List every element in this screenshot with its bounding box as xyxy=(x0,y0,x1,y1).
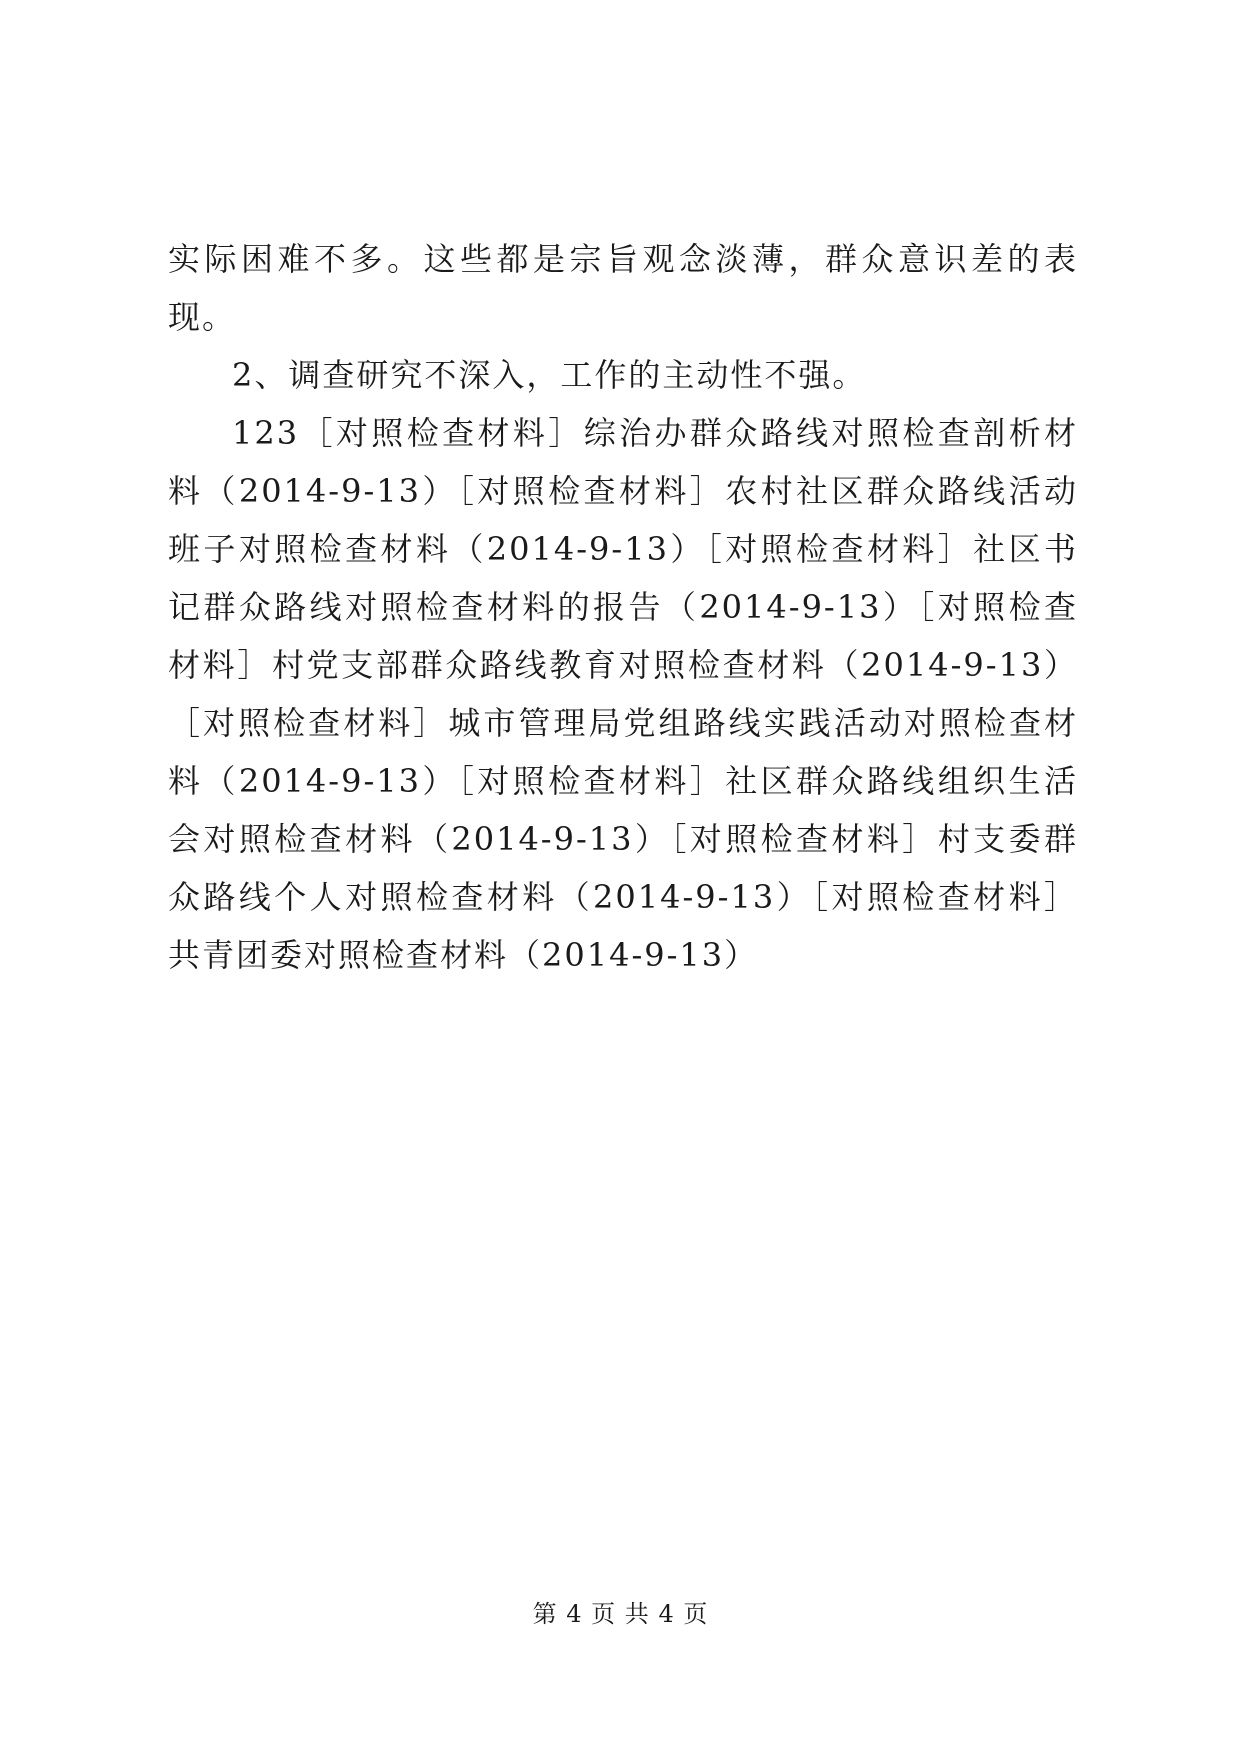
document-body xyxy=(168,230,1078,984)
paragraph-related-materials: 123［对照检查材料］综治办群众路线对照检查剖析材料（2014-9-13）［对照检查材料］农村社区群众路线活动班子对照检查材料（2014-9-13）［对照检查材料］社区书记群众路线对照检查材料的报告（2014-9-13）［对照检查材料］村党支部群众路线教育对照检查材料（2014-9-13）［对照检查材料］城市管理局党组路线实践活动对照检查材料（2014-9-13）［对照检查材料］社区群众路线组织生活会对照检查材料（2014-9-13）［对照检查材料］村支委群众路线个人对照检查材料（2014-9-13）［对照检查材料］共青团委对照检查材料（2014-9-13） xyxy=(168,414,1078,974)
paragraph-continuation: 实际困难不多。这些都是宗旨观念淡薄，群众意识差的表现。 xyxy=(168,240,1078,336)
paragraph-item-2: 2、调查研究不深入，工作的主动性不强。 xyxy=(232,356,867,394)
page-footer: 第 4 页 共 4 页 xyxy=(532,1600,709,1628)
